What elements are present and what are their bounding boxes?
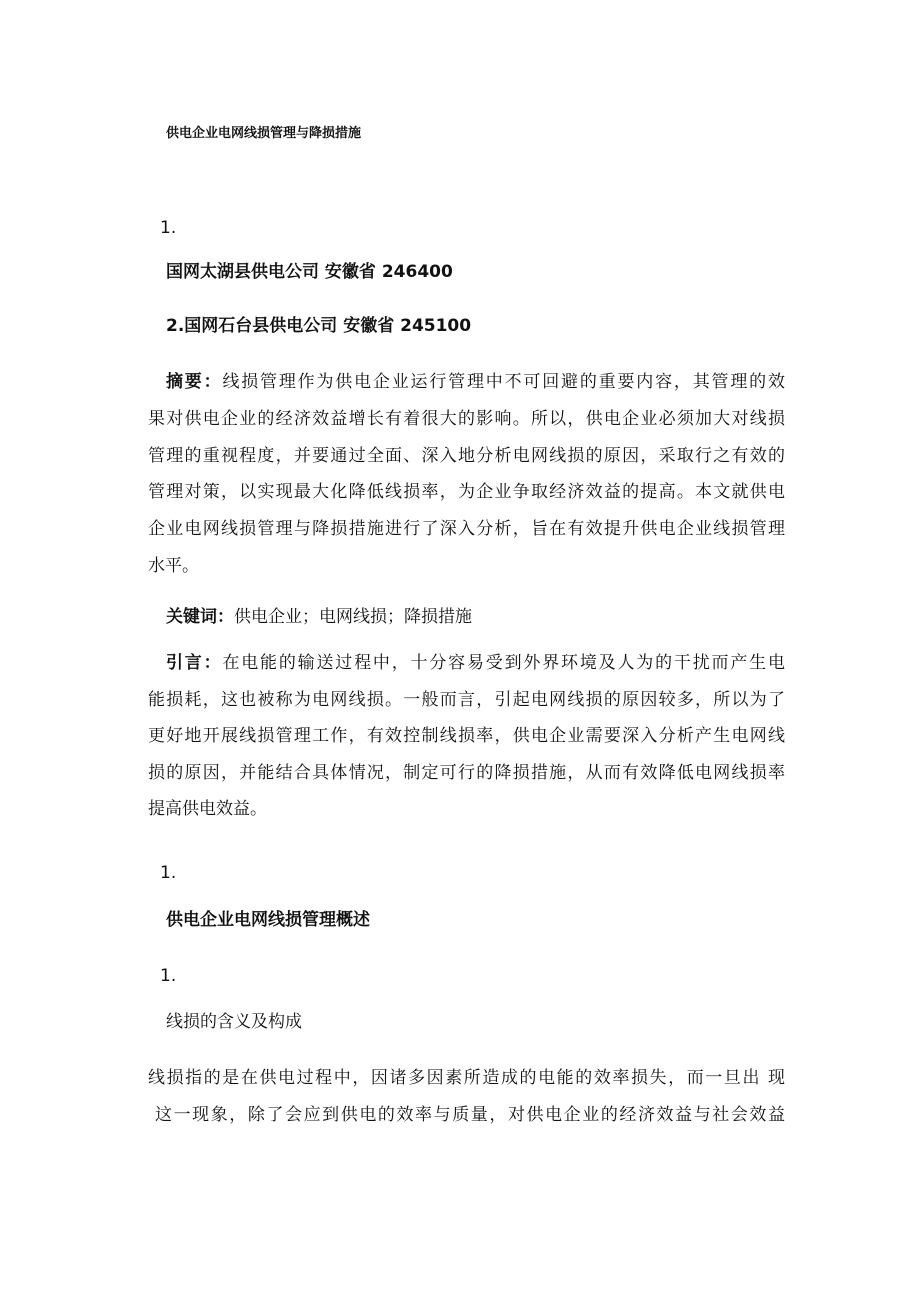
subsection-number: 1. (160, 966, 177, 986)
abstract-line: 果对供电企业的经济效益增长有着很大的影响。所以，供电企业必须加大对线损 (148, 409, 785, 429)
abstract-line: 企业电网线损管理与降损措施进行了深入分析，旨在有效提升供电企业线损管理 (148, 519, 785, 539)
intro-line: 能损耗，这也被称为电网线损。一般而言，引起电网线损的原因较多，所以为了 (148, 690, 785, 710)
intro-line: 损的原因，并能结合具体情况，制定可行的降损措施，从而有效降低电网线损率 (148, 763, 785, 783)
affil-number: 1. (160, 218, 177, 238)
abstract-line (166, 371, 785, 393)
body-line: 线损指的是在供电过程中，因诸多因素所造成的电能的效率损失，而一旦出 现 (148, 1068, 785, 1088)
affiliation-2: 2.国网石台县供电公司 安徽省 245100 (166, 316, 472, 336)
subsection-heading: 线损的含义及构成 (166, 1012, 302, 1032)
affiliation-1: 国网太湖县供电公司 安徽省 246400 (166, 262, 453, 282)
intro-label: 引言： (166, 653, 223, 673)
keywords (166, 606, 472, 628)
body-line: 这一现象，除了会应到供电的效率与质量，对供电企业的经济效益与社会效益 (155, 1105, 785, 1125)
intro-text: 在电能的输送过程中，十分容易受到外界环境及人为的干扰而产生电 (222, 653, 785, 673)
abstract-label: 摘要： (166, 372, 223, 392)
doc-title: 供电企业电网线损管理与降损措施 (166, 126, 362, 141)
keywords-text: 供电企业；电网线损；降损措施 (234, 607, 472, 627)
intro-line: 更好地开展线损管理工作，有效控制线损率，供电企业需要深入分析产生电网线 (148, 726, 785, 746)
section-number: 1. (160, 863, 177, 883)
abstract-line: 管理的重视程度，并要通过全面、深入地分析电网线损的原因，采取行之有效的 (148, 446, 785, 466)
abstract-text: 线损管理作为供电企业运行管理中不可回避的重要内容，其管理的效 (222, 372, 785, 392)
abstract-line: 管理对策，以实现最大化降低线损率，为企业争取经济效益的提高。本文就供电 (148, 482, 785, 502)
section-heading: 供电企业电网线损管理概述 (166, 910, 370, 930)
keywords-label: 关键词： (166, 607, 234, 627)
abstract-line: 水平。 (148, 556, 199, 576)
intro-line (166, 652, 785, 674)
intro-line: 提高供电效益。 (148, 799, 267, 819)
